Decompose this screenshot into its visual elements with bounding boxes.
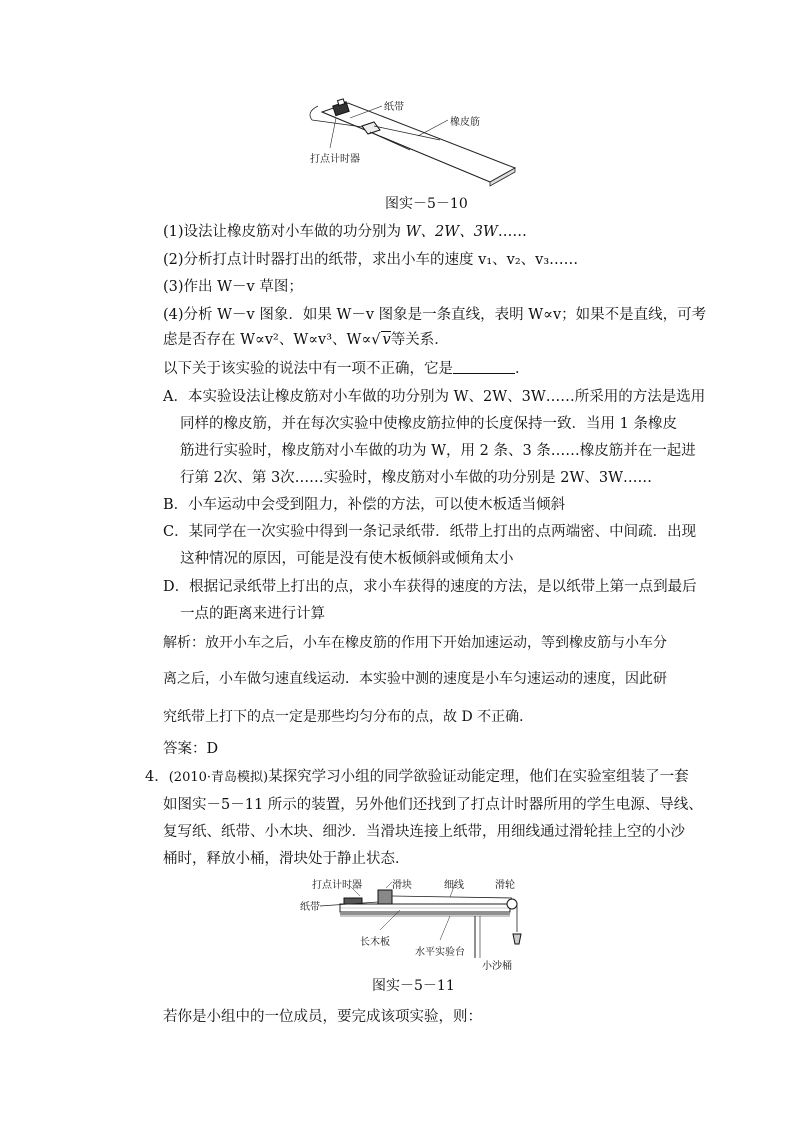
option-d-line-1: D．根据记录纸带上打出的点，求小车获得的速度的方法，是以纸带上第一点到最后 bbox=[163, 579, 697, 595]
pulley bbox=[507, 899, 517, 909]
figure-caption-5-11: 图实－5－11 bbox=[372, 978, 455, 994]
problem-4-line-2: 如图实－5－11 所示的装置，另外他们还找到了打点计时器所用的学生电源、导线、 bbox=[163, 797, 703, 813]
step-2: (2)分析打点计时器打出的纸带，求出小车的速度 v₁、v₂、v₃…… bbox=[163, 252, 579, 268]
analysis-line-1: 解析：放开小车之后，小车在橡皮筋的作用下开始加速运动，等到橡皮筋与小车分 bbox=[163, 635, 667, 651]
label-string: 细线 bbox=[444, 880, 464, 891]
label-timer: 打点计时器 bbox=[310, 154, 360, 165]
option-c-line-2: 这种情况的原因，可能是没有使木板倾斜或倾角太小 bbox=[180, 551, 514, 567]
analysis-line-2: 离之后，小车做匀速直线运动．本实验中测的速度是小车匀速运动的速度，因此研 bbox=[163, 671, 667, 687]
label-pulley: 滑轮 bbox=[495, 880, 515, 891]
slider-block bbox=[378, 890, 392, 904]
label-slider: 滑块 bbox=[392, 880, 412, 891]
problem-4-line-4: 桶时，释放小桶，滑块处于静止状态． bbox=[163, 851, 410, 867]
label-timer-2: 打点计时器 bbox=[312, 880, 362, 891]
problem-4-line-1: 4．(2010·青岛模拟)某探究学习小组的同学欲验证动能定理，他们在实验室组装了一套 bbox=[145, 769, 689, 785]
figure-caption-5-10: 图实－5－10 bbox=[385, 196, 468, 212]
option-a-line-1: A．本实验设法让橡皮筋对小车做的功分别为 W、2W、3W……所采用的方法是选用 bbox=[163, 389, 706, 405]
figure-5-10 bbox=[300, 90, 530, 190]
step-3: (3)作出 W－v 草图； bbox=[163, 279, 303, 295]
step-4-line-1: (4)分析 W－v 图象．如果 W－v 图象是一条直线，表明 W∝v；如果不是直线，可考 bbox=[163, 307, 707, 323]
option-c-line-1: C．某同学在一次实验中得到一条记录纸带．纸带上打出的点两端密、中间疏．出现 bbox=[163, 524, 697, 540]
step-1: (1)设法让橡皮筋对小车做的功分别为 W、2W、3W…… bbox=[163, 224, 527, 240]
question-prompt: 以下关于该实验的说法中有一项不正确，它是 ． bbox=[163, 361, 530, 377]
label-table: 水平实验台 bbox=[415, 947, 465, 958]
label-bucket: 小沙桶 bbox=[482, 961, 512, 972]
step-4-line-2: 虑是否存在 W∝v²、W∝v³、W∝√ v等关系． bbox=[163, 328, 449, 349]
option-a-line-2: 同样的橡皮筋，并在每次实验中使橡皮筋拉伸的长度保持一致．当用 1 条橡皮 bbox=[180, 416, 677, 432]
label-paper-tape: 纸带 bbox=[384, 102, 404, 113]
analysis-line-3: 究纸带上打下的点一定是那些均匀分布的点，故 D 不正确． bbox=[163, 709, 534, 725]
option-a-line-4: 行第 2次、第 3次……实验时，橡皮筋对小车做的功分别是 2W、3W…… bbox=[180, 470, 653, 486]
sand-bucket bbox=[513, 934, 521, 944]
wooden-board bbox=[322, 103, 515, 182]
sqrt-v: v bbox=[382, 332, 391, 348]
label-rubber-band: 橡皮筋 bbox=[450, 117, 480, 128]
label-tape: 纸带 bbox=[300, 902, 320, 913]
problem-4-line-3: 复写纸、纸带、小木块、细沙．当滑块连接上纸带，用细线通过滑轮挂上空的小沙 bbox=[163, 824, 685, 840]
answer-blank bbox=[453, 361, 515, 374]
option-d-line-2: 一点的距离来进行计算 bbox=[180, 606, 325, 622]
option-a-line-3: 筋进行实验时，橡皮筋对小车做的功为 W，用 2 条、3 条……橡皮筋并在一起进 bbox=[180, 443, 696, 459]
option-b: B．小车运动中会受到阻力，补偿的方法，可以使木板适当倾斜 bbox=[163, 497, 566, 513]
closing-line: 若你是小组中的一位成员，要完成该项实验，则： bbox=[163, 1009, 482, 1025]
label-board: 长木板 bbox=[360, 937, 390, 948]
answer: 答案：D bbox=[163, 741, 219, 757]
